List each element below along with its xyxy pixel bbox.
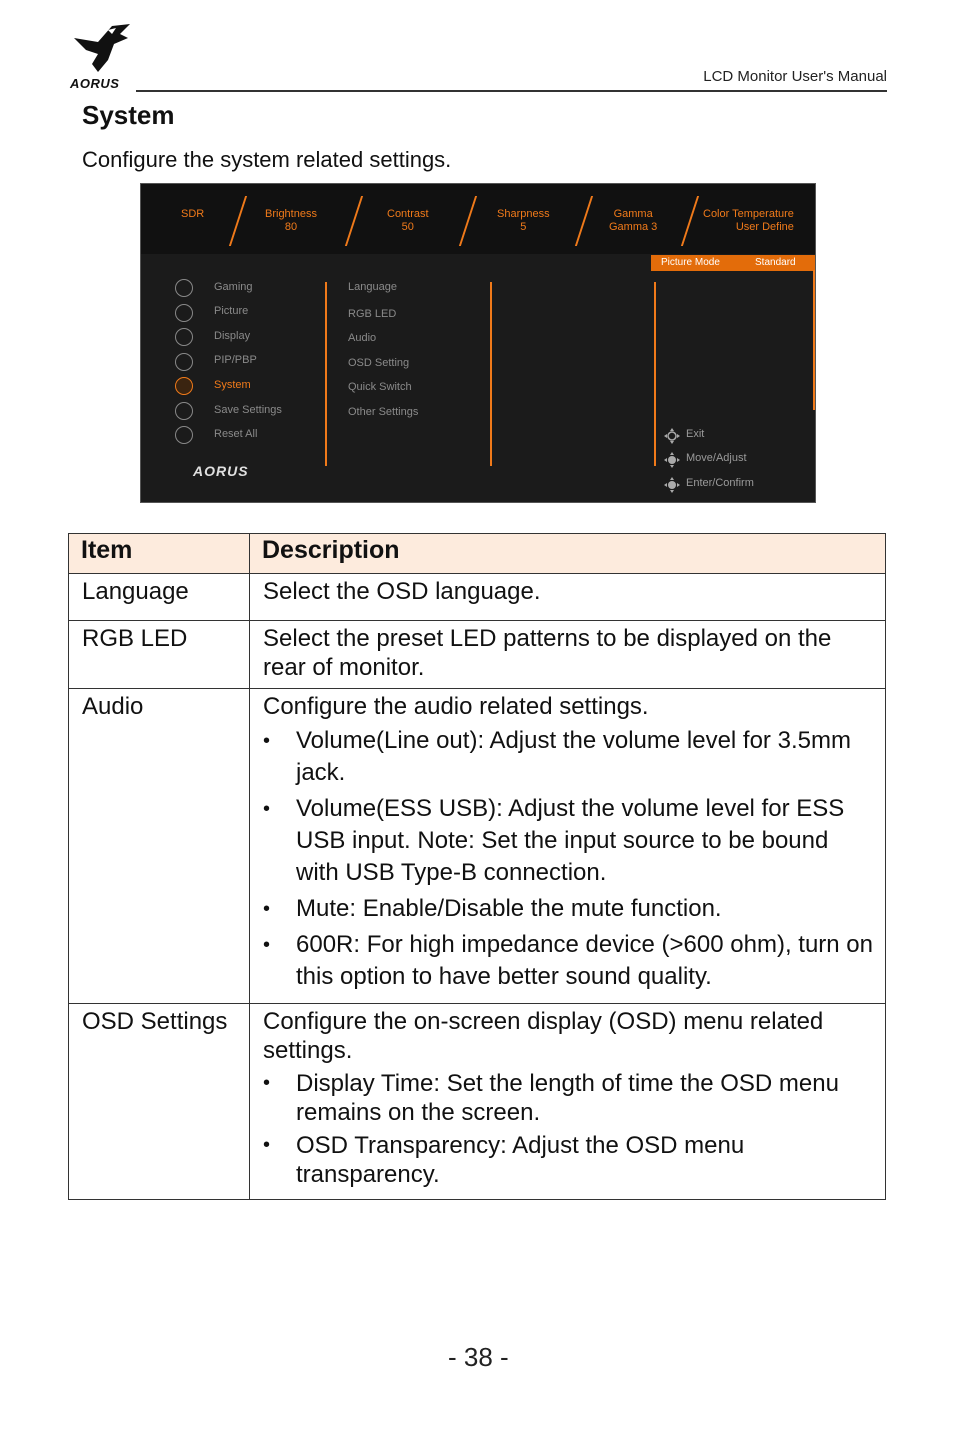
row-description: Configure the audio related settings. • Volume(Line out): Adjust the volume level for 3.5mm jack. • Volume(ESS USB): Adjust the volume level for ESS USB input. Note: Set the input source to be bound with USB Type-B connection. • Mute: Enable/Disable the mute function. • 600R: For high impedance device (>600 ohm), turn on this option to have better sound quality. [250, 689, 886, 1004]
row-description: Configure the on-screen display (OSD) menu related settings. • Display Time: Set the length of time the OSD menu remains on the screen. • OSD Transparency: Adjust the OSD menu transparency. [250, 1004, 886, 1200]
osd-help-move-adjust: Move/Adjust [686, 452, 747, 464]
osd-edge-line [813, 270, 815, 410]
osd-submenu-other-settings[interactable]: Other Settings [348, 406, 419, 418]
joystick-icon [664, 428, 680, 444]
header-rule [136, 90, 887, 92]
table-row [69, 689, 886, 1004]
gear-icon [175, 377, 193, 395]
bullet-item: • Display Time: Set the length of time the OSD menu remains on the screen. [263, 1070, 839, 1126]
osd-picture-mode-bar [651, 255, 815, 271]
osd-column-divider [654, 282, 656, 466]
osd-stat-gamma: Gamma Gamma 3 [609, 208, 658, 233]
aorus-logo [68, 20, 136, 92]
osd-divider [345, 196, 363, 246]
osd-menu-picture[interactable]: Picture [214, 305, 249, 317]
row-item: OSD Settings [69, 1004, 250, 1200]
bullet-item: • Volume(Line out): Adjust the volume level for 3.5mm jack. [263, 727, 851, 786]
table-row [69, 1004, 886, 1200]
table-header-row [69, 534, 886, 574]
osd-menu-reset-all[interactable]: Reset All [214, 428, 258, 440]
osd-divider [229, 196, 247, 246]
row-item: Language [69, 574, 250, 621]
osd-divider [575, 196, 593, 246]
osd-top-bar [141, 184, 815, 254]
bullet-item: • OSD Transparency: Adjust the OSD menu transparency. [263, 1132, 745, 1188]
osd-stat-contrast: Contrast 50 [387, 208, 429, 233]
row-description: Select the OSD language. [250, 574, 886, 621]
osd-column-divider [325, 282, 327, 466]
reset-icon [175, 426, 193, 444]
row-description: Select the preset LED patterns to be displayed on the rear of monitor. [250, 621, 886, 689]
gamepad-icon [175, 279, 193, 297]
section-title: System [82, 100, 175, 130]
osd-stat-color-temperature: Color Temperature User Define [703, 208, 794, 233]
bullet-item: • 600R: For high impedance device (>600 ohm), turn on this option to have better sound quality. [263, 931, 873, 990]
table-row [69, 574, 886, 621]
page-number: - 38 - [448, 1342, 509, 1372]
osd-screenshot [140, 183, 816, 503]
osd-help-enter-confirm: Enter/Confirm [686, 477, 754, 489]
osd-submenu-quick-switch[interactable]: Quick Switch [348, 381, 412, 393]
bullet-list [263, 1069, 875, 1189]
osd-submenu-osd-setting[interactable]: OSD Setting [348, 357, 410, 369]
osd-stat-sdr: SDR [181, 208, 205, 220]
picture-icon [175, 304, 193, 322]
osd-menu-pip-pbp[interactable]: PIP/PBP [214, 354, 257, 366]
osd-brand-logo: AORUS [193, 463, 249, 479]
header-item: Item [69, 534, 250, 574]
osd-divider [681, 196, 699, 246]
description-table [68, 533, 886, 1200]
osd-submenu-rgb-led[interactable]: RGB LED [348, 308, 397, 320]
joystick-icon [664, 477, 680, 493]
osd-column-divider [490, 282, 492, 466]
osd-stat-sharpness: Sharpness 5 [497, 208, 550, 233]
osd-menu-display[interactable]: Display [214, 330, 251, 342]
input-icon [175, 328, 193, 346]
save-icon [175, 402, 193, 420]
osd-picture-mode-value: Standard [755, 257, 796, 268]
row-item: Audio [69, 689, 250, 1004]
osd-menu-gaming[interactable]: Gaming [214, 281, 253, 293]
manual-title: LCD Monitor User's Manual [703, 68, 887, 85]
bullet-item: • Mute: Enable/Disable the mute function. [263, 895, 722, 922]
osd-divider [459, 196, 477, 246]
osd-menu-system[interactable]: System [214, 379, 251, 391]
osd-help-exit: Exit [686, 428, 705, 440]
bullet-item: • Volume(ESS USB): Adjust the volume level for ESS USB input. Note: Set the input source to be bound with USB Type-B connection. [263, 795, 845, 886]
row-item: RGB LED [69, 621, 250, 689]
osd-submenu-audio[interactable]: Audio [348, 332, 377, 344]
osd-submenu-language[interactable]: Language [348, 281, 397, 293]
header-description: Description [250, 534, 886, 574]
osd-stat-brightness: Brightness 80 [265, 208, 317, 233]
osd-menu-save-settings[interactable]: Save Settings [214, 404, 282, 416]
osd-picture-mode-label: Picture Mode [661, 257, 720, 268]
table-row [69, 621, 886, 689]
bullet-list [263, 725, 875, 993]
pip-icon [175, 353, 193, 371]
logo-wordmark: AORUS [70, 76, 120, 91]
joystick-icon [664, 452, 680, 468]
section-intro: Configure the system related settings. [82, 147, 452, 172]
